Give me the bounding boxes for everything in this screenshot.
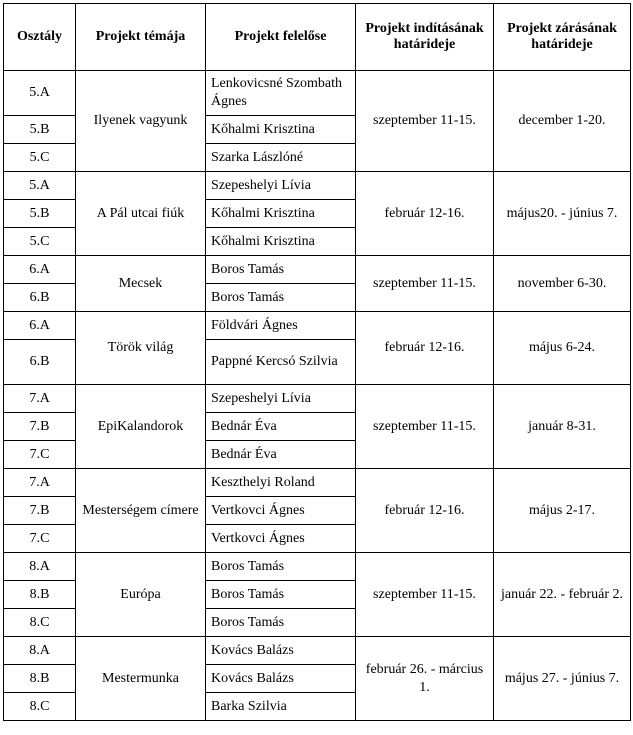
start-deadline-cell: szeptember 11-15. [356, 71, 494, 172]
topic-cell: Török világ [76, 312, 206, 385]
class-cell: 7.C [4, 441, 76, 469]
topic-cell: Ilyenek vagyunk [76, 71, 206, 172]
start-deadline-cell: február 12-16. [356, 469, 494, 553]
table-header-row [4, 4, 631, 71]
start-deadline-cell: szeptember 11-15. [356, 553, 494, 637]
table-row [4, 637, 631, 665]
owner-cell: Pappné Kercsó Szilvia [206, 340, 356, 385]
class-cell: 7.A [4, 385, 76, 413]
owner-cell: Boros Tamás [206, 609, 356, 637]
start-deadline-cell: szeptember 11-15. [356, 256, 494, 312]
class-cell: 8.A [4, 553, 76, 581]
class-cell: 5.A [4, 172, 76, 200]
class-cell: 5.C [4, 228, 76, 256]
topic-cell: EpiKalandorok [76, 385, 206, 469]
owner-cell: Barka Szilvia [206, 693, 356, 721]
table-row [4, 71, 631, 116]
owner-cell: Vertkovci Ágnes [206, 497, 356, 525]
class-cell: 6.B [4, 284, 76, 312]
owner-cell: Kovács Balázs [206, 665, 356, 693]
owner-cell: Kovács Balázs [206, 637, 356, 665]
end-deadline-cell: december 1-20. [494, 71, 631, 172]
owner-cell: Szarka Lászlóné [206, 144, 356, 172]
header-topic: Projekt témája [76, 4, 206, 71]
class-cell: 8.A [4, 637, 76, 665]
owner-cell: Földvári Ágnes [206, 312, 356, 340]
owner-cell: Boros Tamás [206, 256, 356, 284]
end-deadline-cell: május 6-24. [494, 312, 631, 385]
header-start-deadline: Projekt indításának határideje [356, 4, 494, 71]
class-cell: 5.C [4, 144, 76, 172]
class-cell: 8.C [4, 693, 76, 721]
start-deadline-cell: február 26. - március 1. [356, 637, 494, 721]
end-deadline-cell: január 22. - február 2. [494, 553, 631, 637]
owner-cell: Keszthelyi Roland [206, 469, 356, 497]
header-class: Osztály [4, 4, 76, 71]
topic-cell: A Pál utcai fiúk [76, 172, 206, 256]
table-row [4, 172, 631, 200]
topic-cell: Mecsek [76, 256, 206, 312]
header-end-deadline: Projekt zárásának határideje [494, 4, 631, 71]
class-cell: 8.B [4, 665, 76, 693]
class-cell: 6.A [4, 312, 76, 340]
class-cell: 7.A [4, 469, 76, 497]
table-row [4, 256, 631, 284]
start-deadline-cell: február 12-16. [356, 172, 494, 256]
owner-cell: Lenkovicsné Szombath Ágnes [206, 71, 356, 116]
header-owner: Projekt felelőse [206, 4, 356, 71]
owner-cell: Boros Tamás [206, 581, 356, 609]
topic-cell: Mestermunka [76, 637, 206, 721]
end-deadline-cell: május20. - június 7. [494, 172, 631, 256]
class-cell: 8.C [4, 609, 76, 637]
end-deadline-cell: május 27. - június 7. [494, 637, 631, 721]
class-cell: 7.C [4, 525, 76, 553]
class-cell: 5.A [4, 71, 76, 116]
owner-cell: Boros Tamás [206, 553, 356, 581]
topic-cell: Mesterségem címere [76, 469, 206, 553]
class-cell: 5.B [4, 200, 76, 228]
end-deadline-cell: január 8-31. [494, 385, 631, 469]
table-row [4, 469, 631, 497]
owner-cell: Kőhalmi Krisztina [206, 200, 356, 228]
class-cell: 6.A [4, 256, 76, 284]
topic-cell: Európa [76, 553, 206, 637]
owner-cell: Bednár Éva [206, 441, 356, 469]
owner-cell: Szepeshelyi Lívia [206, 172, 356, 200]
owner-cell: Vertkovci Ágnes [206, 525, 356, 553]
end-deadline-cell: november 6-30. [494, 256, 631, 312]
end-deadline-cell: május 2-17. [494, 469, 631, 553]
class-cell: 7.B [4, 413, 76, 441]
start-deadline-cell: február 12-16. [356, 312, 494, 385]
table-row [4, 385, 631, 413]
owner-cell: Kőhalmi Krisztina [206, 116, 356, 144]
owner-cell: Szepeshelyi Lívia [206, 385, 356, 413]
class-cell: 7.B [4, 497, 76, 525]
table-row [4, 553, 631, 581]
owner-cell: Boros Tamás [206, 284, 356, 312]
owner-cell: Kőhalmi Krisztina [206, 228, 356, 256]
start-deadline-cell: szeptember 11-15. [356, 385, 494, 469]
class-cell: 6.B [4, 340, 76, 385]
class-cell: 8.B [4, 581, 76, 609]
owner-cell: Bednár Éva [206, 413, 356, 441]
table-body [4, 71, 631, 721]
project-schedule-table [3, 3, 631, 721]
class-cell: 5.B [4, 116, 76, 144]
table-row [4, 312, 631, 340]
